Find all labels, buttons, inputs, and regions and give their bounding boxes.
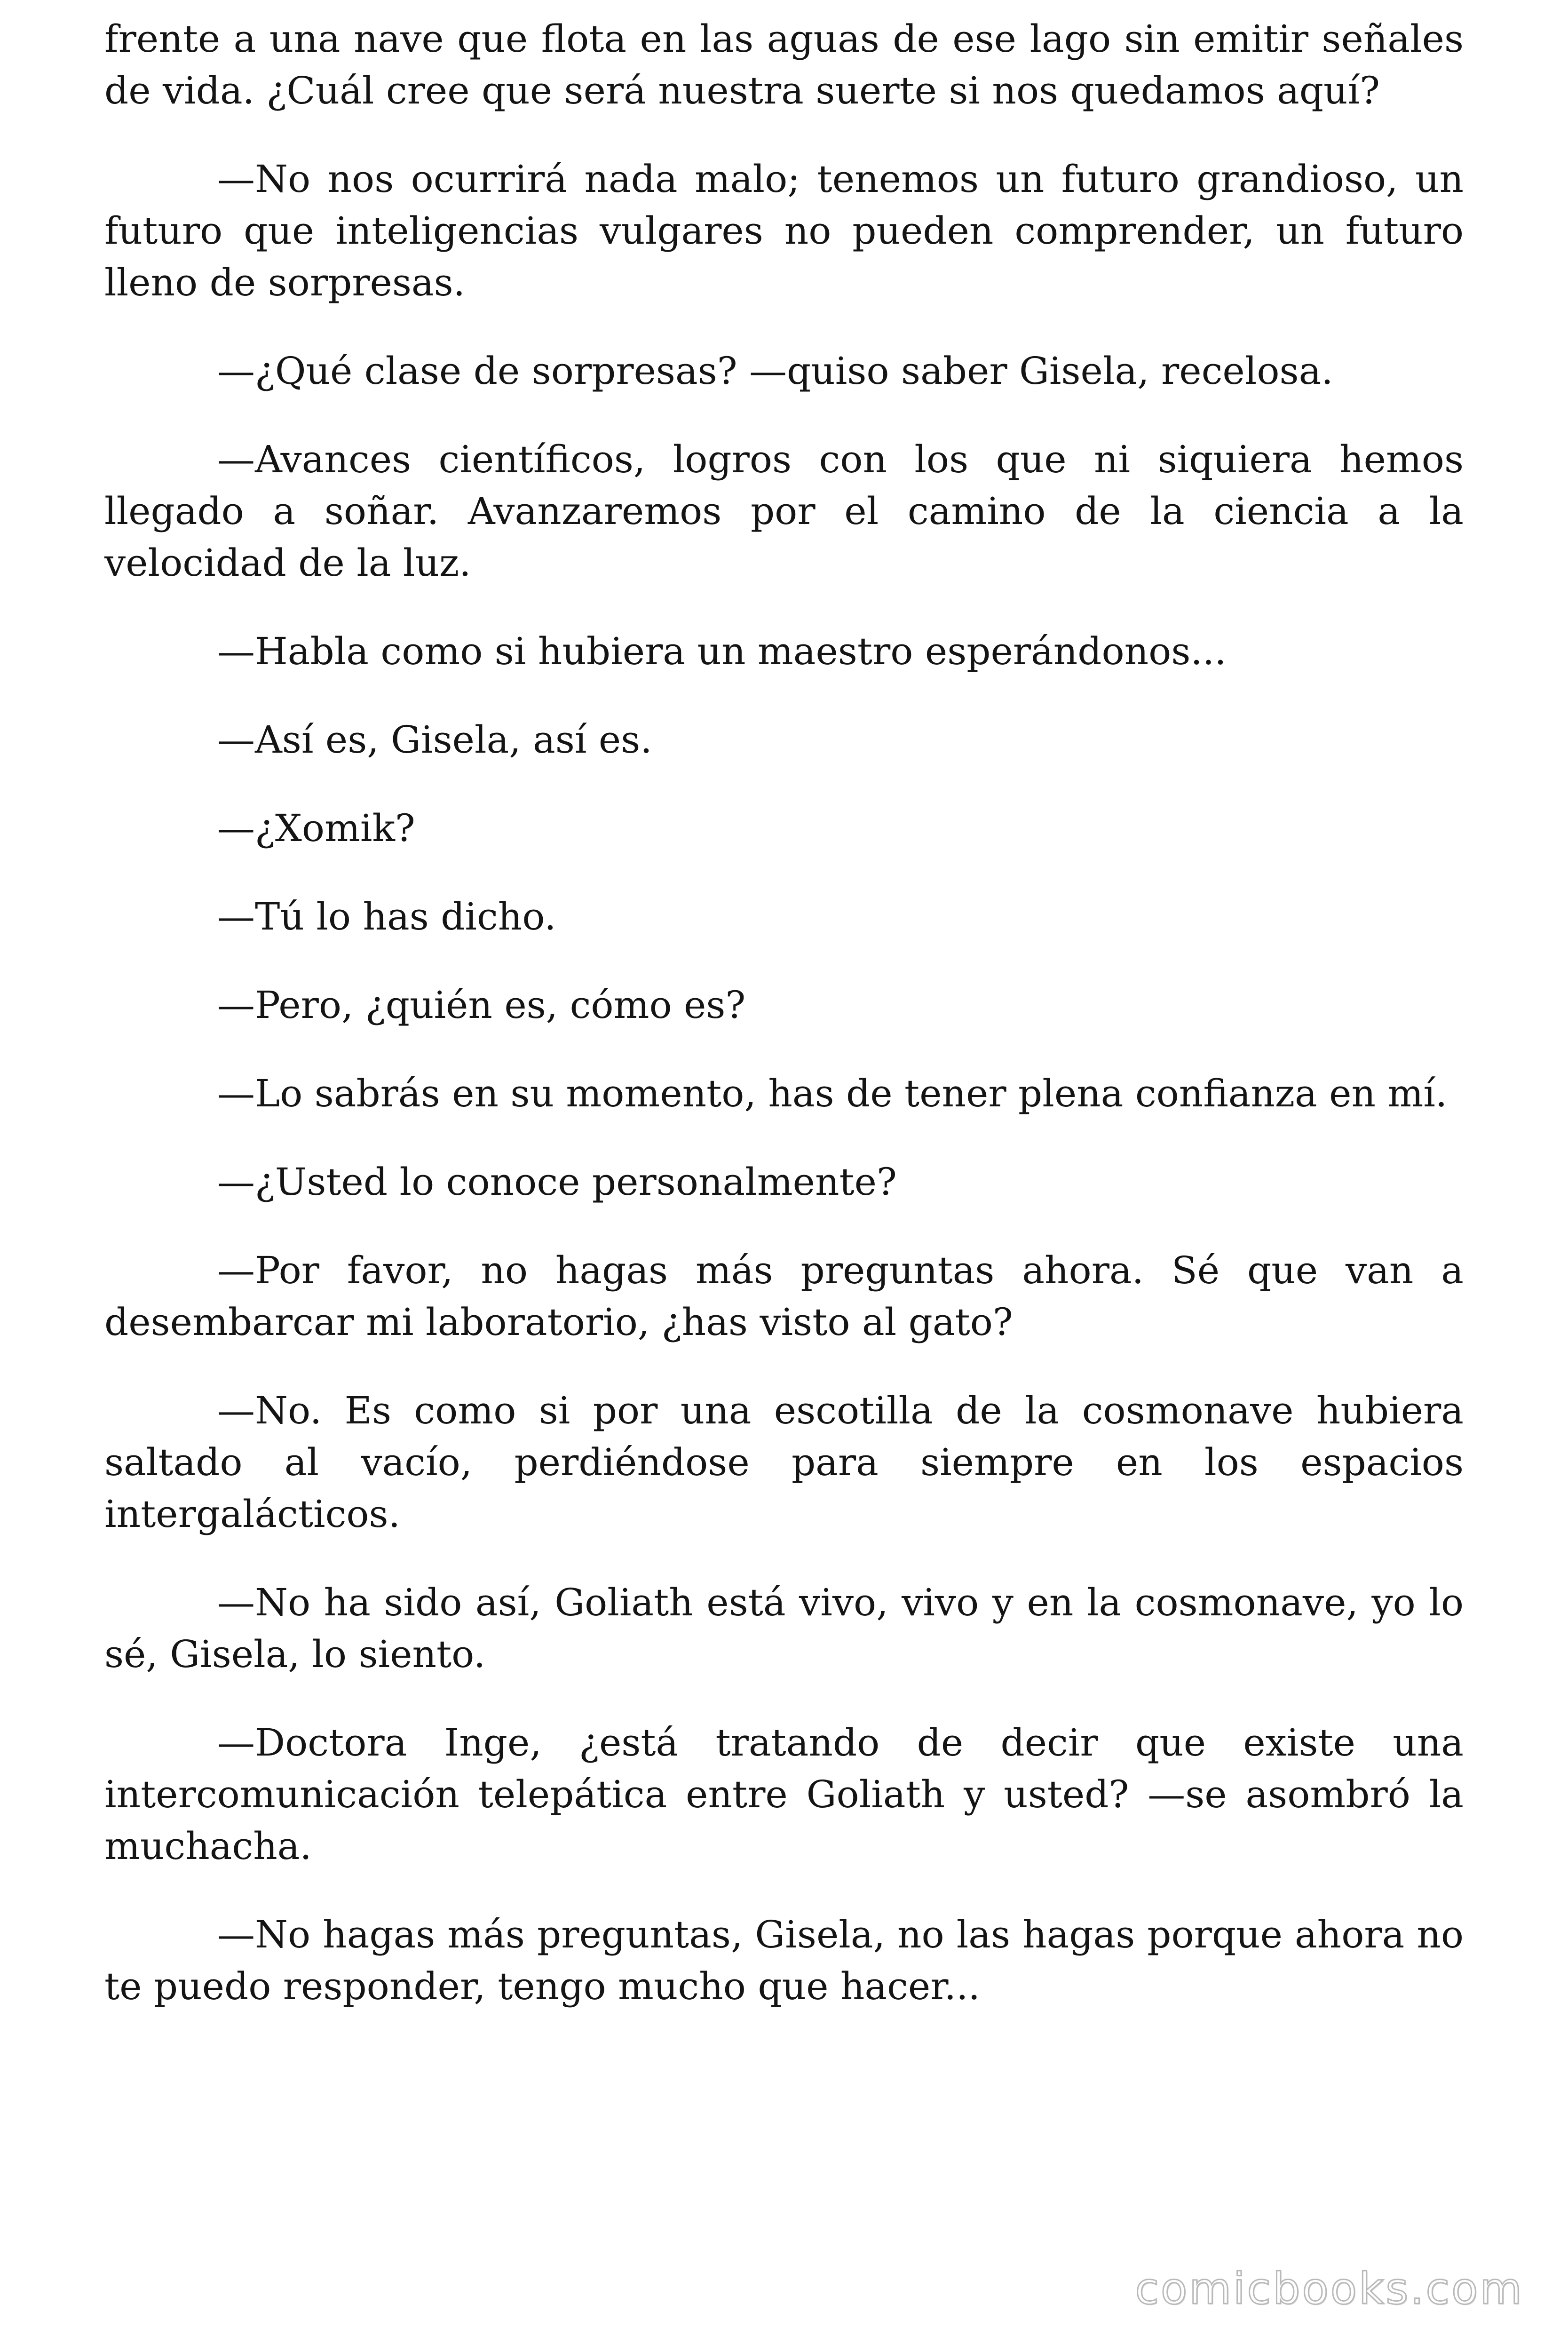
paragraph-dialogue: —¿Qué clase de sorpresas? —quiso saber Gisela, recelosa. — [217, 349, 1333, 393]
paragraph-dialogue: —Doctora Inge, ¿está tratando de decir que existe una intercomunicación telepática entre Goliath y usted? —se asombró la muchacha. — [104, 1721, 1464, 1868]
paragraph-dialogue: —Tú lo has dicho. — [217, 895, 556, 938]
paragraph-dialogue: —Pero, ¿quién es, cómo es? — [217, 983, 746, 1027]
paragraph-dialogue: —Lo sabrás en su momento, has de tener plena confianza en mí. — [217, 1072, 1448, 1115]
paragraph-dialogue: —No ha sido así, Goliath está vivo, vivo y en la cosmonave, yo lo sé, Gisela, lo siento. — [104, 1581, 1464, 1676]
paragraph-dialogue: —Avances científicos, logros con los que ni siquiera hemos llegado a soñar. Avanzaremos por el camino de la ciencia a la velocidad de la luz. — [104, 437, 1464, 585]
page-text-body — [104, 13, 1464, 2049]
paragraph-dialogue: —Habla como si hubiera un maestro esperándonos... — [217, 629, 1227, 673]
paragraph-dialogue: —Por favor, no hagas más preguntas ahora. Sé que van a desembarcar mi laboratorio, ¿has visto al gato? — [104, 1248, 1464, 1344]
paragraph-dialogue: —Así es, Gisela, así es. — [217, 718, 652, 762]
paragraph-dialogue: —¿Xomik? — [217, 806, 415, 850]
paragraph-dialogue: —¿Usted lo conoce personalmente? — [217, 1160, 897, 1204]
paragraph-dialogue: —No hagas más preguntas, Gisela, no las hagas porque ahora no te puedo responder, tengo mucho que hacer... — [104, 1913, 1464, 2008]
site-watermark: comicbooks.com — [1135, 2264, 1524, 2314]
paragraph-continuation: frente a una nave que flota en las aguas de ese lago sin emitir señales de vida. ¿Cuál cree que será nuestra suerte si nos quedamos aquí? — [104, 17, 1464, 112]
paragraph-dialogue: —No nos ocurrirá nada malo; tenemos un futuro grandioso, un futuro que inteligencias vulgares no pueden comprender, un futuro lleno de sorpresas. — [104, 157, 1464, 304]
paragraph-dialogue: —No. Es como si por una escotilla de la cosmonave hubiera saltado al vacío, perdiéndose para siempre en los espacios intergalácticos. — [104, 1389, 1464, 1536]
